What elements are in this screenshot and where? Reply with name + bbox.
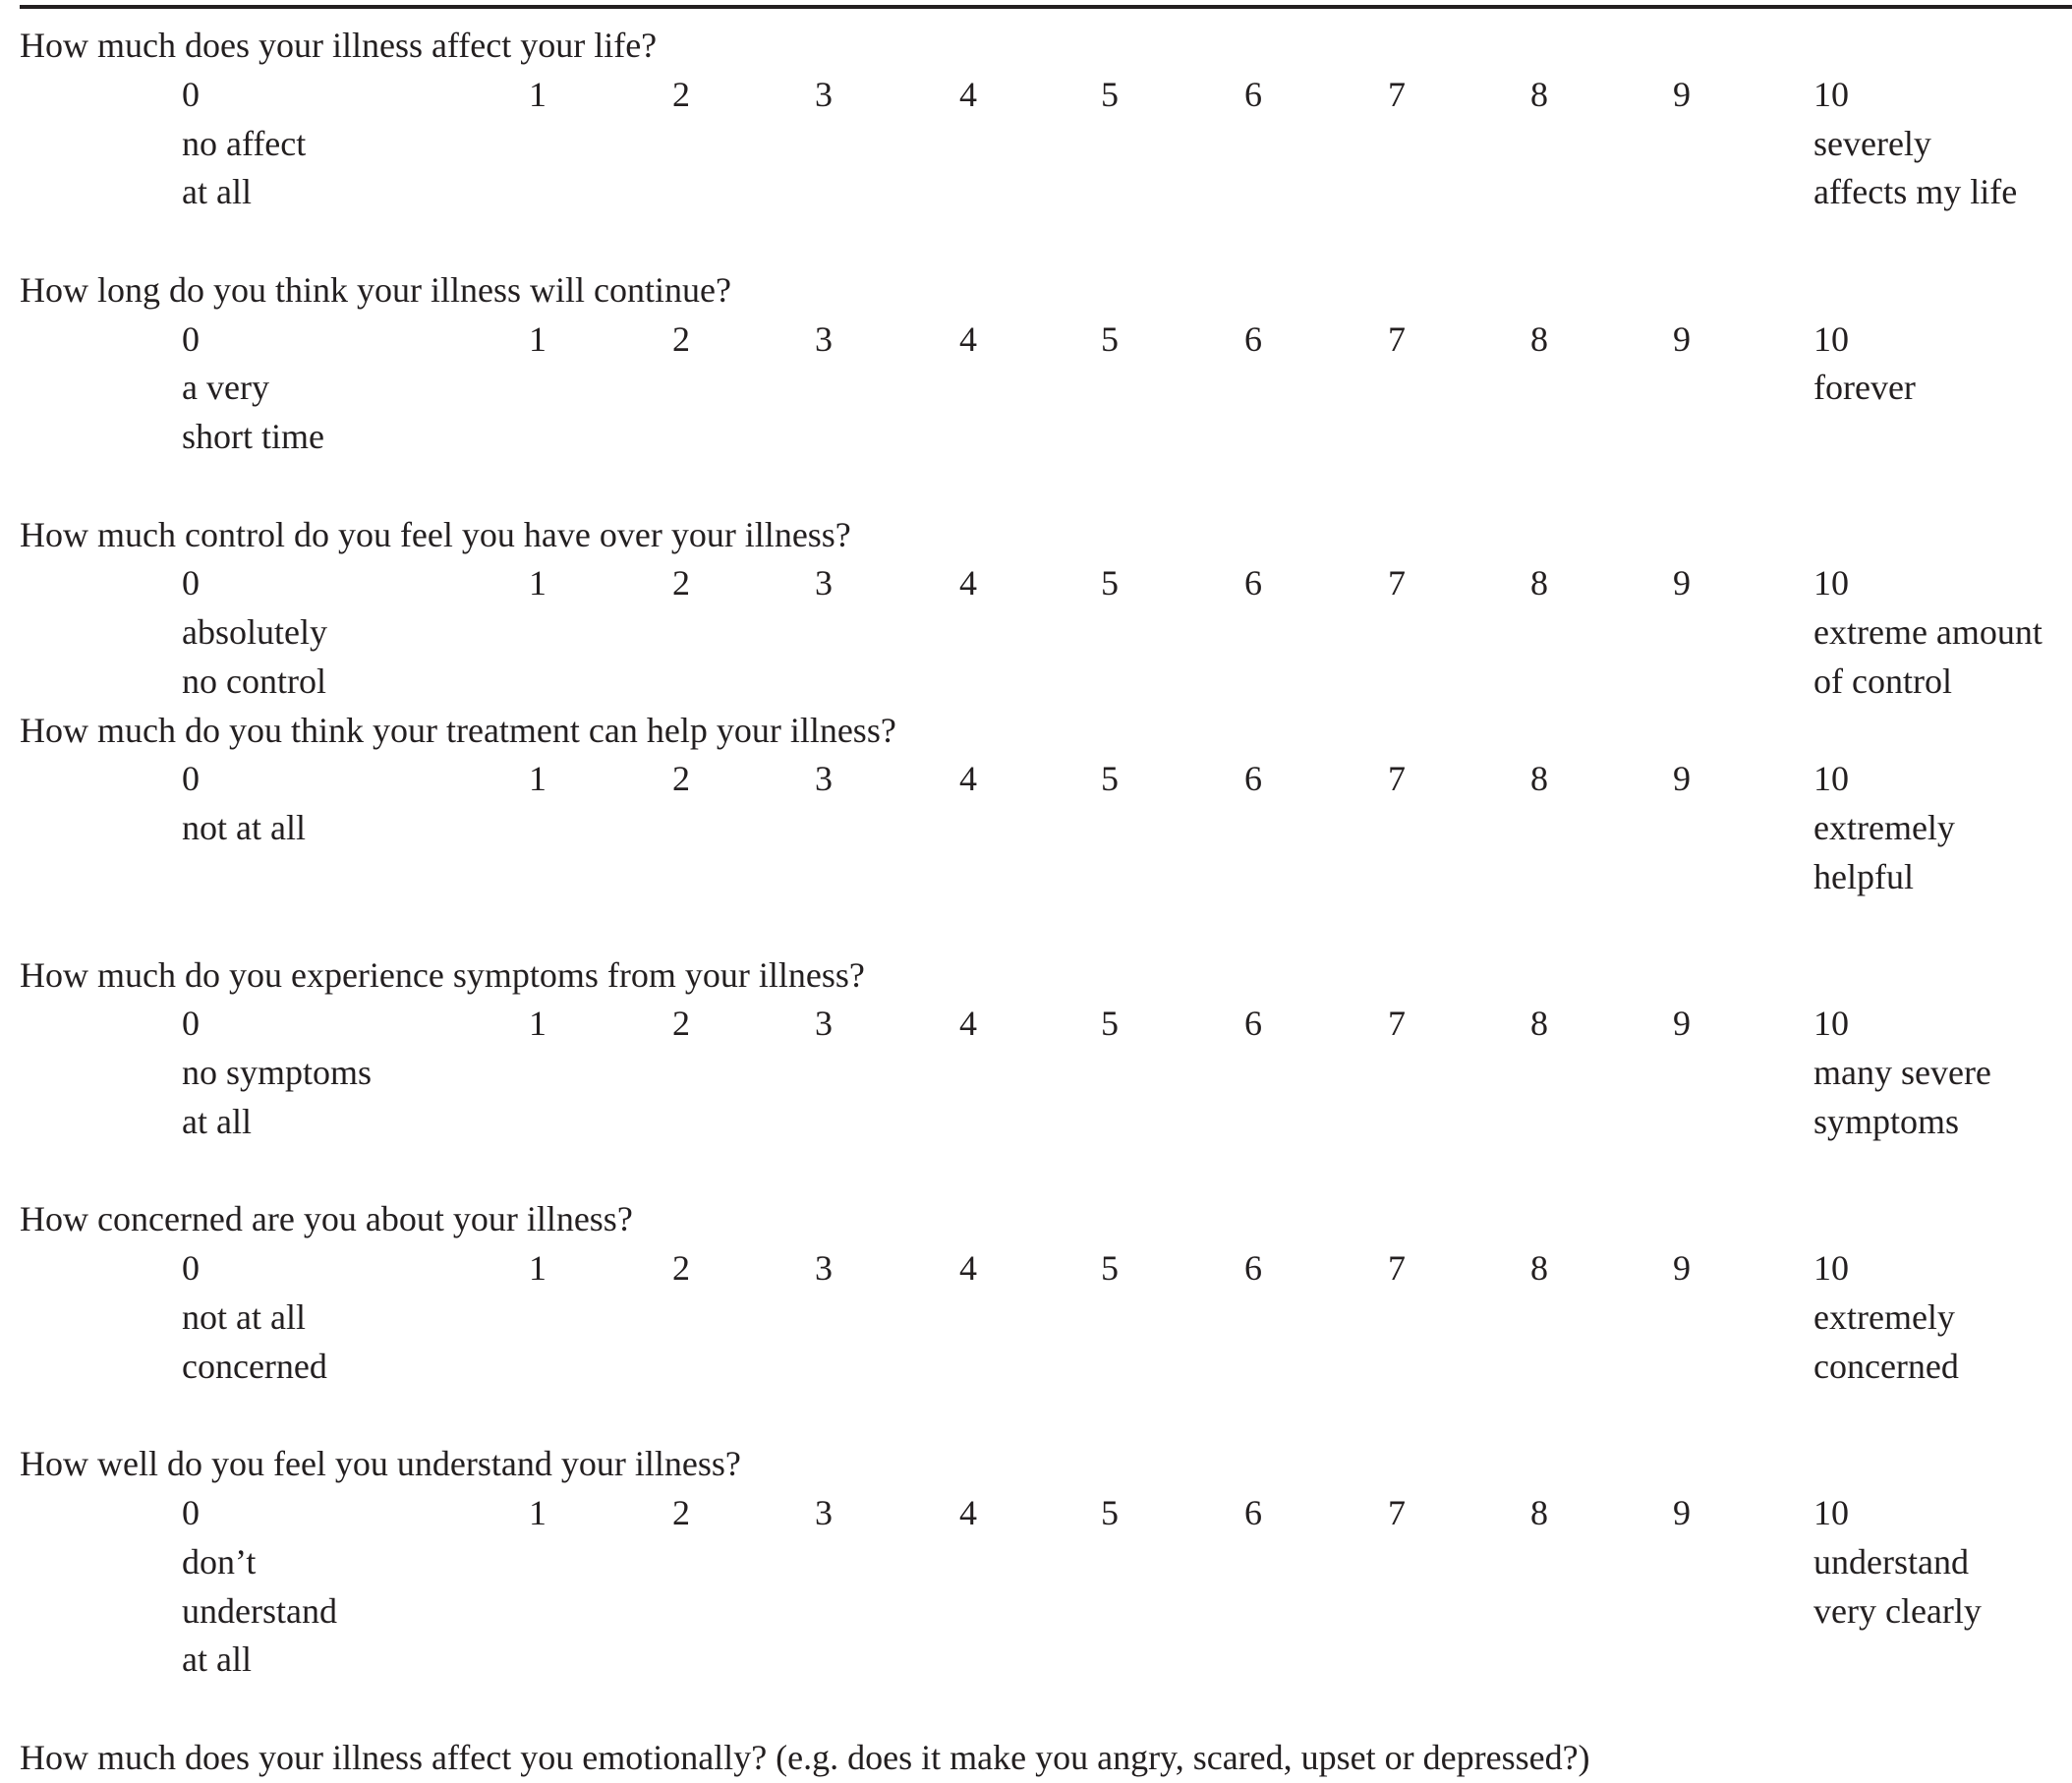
spacer: [0, 462, 2072, 511]
low-anchor-label: a very: [182, 368, 269, 408]
high-anchor-label: severely: [1813, 123, 1931, 163]
rating-scale: [0, 1244, 2072, 1294]
scale-option-10[interactable]: 10: [1813, 1004, 1849, 1044]
anchor-label-row: [0, 364, 2072, 413]
scale-option-6[interactable]: 6: [1244, 563, 1262, 604]
high-anchor-label: very clearly: [1813, 1590, 1982, 1631]
rating-scale: [0, 559, 2072, 608]
scale-option-7[interactable]: 7: [1388, 1248, 1406, 1289]
scale-option-3[interactable]: 3: [815, 1492, 833, 1532]
anchor-label-row: [0, 1636, 2072, 1685]
anchor-label-row: [0, 804, 2072, 853]
scale-option-9[interactable]: 9: [1673, 759, 1691, 799]
scale-option-6[interactable]: 6: [1244, 74, 1262, 114]
scale-option-9[interactable]: 9: [1673, 1004, 1691, 1044]
question-text: How much do you experience symptoms from your illness?: [20, 954, 865, 995]
scale-option-9[interactable]: 9: [1673, 563, 1691, 604]
scale-option-7[interactable]: 7: [1388, 318, 1406, 359]
scale-option-0[interactable]: 0: [182, 74, 200, 114]
high-anchor-label: forever: [1813, 368, 1916, 408]
spacer: [0, 1685, 2072, 1734]
scale-option-5[interactable]: 5: [1101, 318, 1119, 359]
scale-option-8[interactable]: 8: [1530, 1492, 1548, 1532]
scale-option-9[interactable]: 9: [1673, 318, 1691, 359]
rating-scale: [0, 1489, 2072, 1538]
scale-option-3[interactable]: 3: [815, 1004, 833, 1044]
scale-option-3[interactable]: 3: [815, 563, 833, 604]
low-anchor-label: absolutely: [182, 612, 327, 653]
high-anchor-label: concerned: [1813, 1346, 1959, 1386]
scale-option-5[interactable]: 5: [1101, 1248, 1119, 1289]
scale-option-7[interactable]: 7: [1388, 1004, 1406, 1044]
scale-option-5[interactable]: 5: [1101, 1492, 1119, 1532]
scale-option-0[interactable]: 0: [182, 563, 200, 604]
scale-option-10[interactable]: 10: [1813, 318, 1849, 359]
scale-option-2[interactable]: 2: [672, 1492, 690, 1532]
anchor-label-row: [0, 658, 2072, 707]
scale-option-6[interactable]: 6: [1244, 318, 1262, 359]
question-text: How much does your illness affect your life?: [20, 26, 658, 65]
scale-option-4[interactable]: 4: [959, 759, 977, 799]
scale-option-10[interactable]: 10: [1813, 74, 1849, 114]
high-anchor-label: extremely: [1813, 808, 1955, 848]
scale-option-7[interactable]: 7: [1388, 759, 1406, 799]
anchor-label-row: [0, 1587, 2072, 1637]
high-anchor-label: helpful: [1813, 857, 1914, 897]
scale-option-10[interactable]: 10: [1813, 1492, 1849, 1532]
scale-option-10[interactable]: 10: [1813, 759, 1849, 799]
questionnaire: [0, 22, 2072, 1783]
scale-option-2[interactable]: 2: [672, 759, 690, 799]
low-anchor-label: at all: [182, 172, 252, 212]
scale-option-1[interactable]: 1: [529, 1248, 547, 1289]
high-anchor-label: extreme amount: [1813, 612, 2043, 653]
scale-option-9[interactable]: 9: [1673, 74, 1691, 114]
scale-option-7[interactable]: 7: [1388, 74, 1406, 114]
low-anchor-label: no symptoms: [182, 1053, 373, 1093]
scale-option-0[interactable]: 0: [182, 318, 200, 359]
scale-option-2[interactable]: 2: [672, 318, 690, 359]
question-text: How concerned are you about your illness?: [20, 1199, 633, 1239]
rating-scale: [0, 316, 2072, 365]
scale-option-1[interactable]: 1: [529, 1004, 547, 1044]
scale-option-4[interactable]: 4: [959, 563, 977, 604]
scale-option-0[interactable]: 0: [182, 759, 200, 799]
scale-option-8[interactable]: 8: [1530, 74, 1548, 114]
high-anchor-label: of control: [1813, 661, 1952, 701]
anchor-label-row: [0, 120, 2072, 169]
scale-option-1[interactable]: 1: [529, 74, 547, 114]
scale-option-4[interactable]: 4: [959, 74, 977, 114]
rating-scale: [0, 71, 2072, 120]
scale-option-8[interactable]: 8: [1530, 1248, 1548, 1289]
anchor-label-row: [0, 168, 2072, 217]
scale-option-1[interactable]: 1: [529, 563, 547, 604]
spacer: [0, 1147, 2072, 1196]
scale-option-0[interactable]: 0: [182, 1492, 200, 1532]
scale-option-1[interactable]: 1: [529, 318, 547, 359]
scale-option-4[interactable]: 4: [959, 318, 977, 359]
low-anchor-label: short time: [182, 417, 324, 457]
low-anchor-label: no affect: [182, 123, 307, 163]
high-anchor-label: affects my life: [1813, 172, 2018, 212]
scale-option-9[interactable]: 9: [1673, 1248, 1691, 1289]
scale-option-5[interactable]: 5: [1101, 1004, 1119, 1044]
scale-option-8[interactable]: 8: [1530, 1004, 1548, 1044]
spacer: [0, 1391, 2072, 1440]
low-anchor-label: at all: [182, 1639, 252, 1680]
scale-option-4[interactable]: 4: [959, 1492, 977, 1532]
low-anchor-label: not at all: [182, 1296, 306, 1337]
scale-option-10[interactable]: 10: [1813, 563, 1849, 604]
low-anchor-label: not at all: [182, 808, 306, 848]
scale-option-5[interactable]: 5: [1101, 759, 1119, 799]
scale-option-2[interactable]: 2: [672, 1248, 690, 1289]
scale-option-5[interactable]: 5: [1101, 563, 1119, 604]
scale-option-7[interactable]: 7: [1388, 1492, 1406, 1532]
high-anchor-label: understand: [1813, 1541, 1969, 1582]
scale-option-3[interactable]: 3: [815, 74, 833, 114]
low-anchor-label: understand: [182, 1590, 337, 1631]
scale-option-9[interactable]: 9: [1673, 1492, 1691, 1532]
scale-option-6[interactable]: 6: [1244, 759, 1262, 799]
high-anchor-label: symptoms: [1813, 1101, 1960, 1141]
anchor-label-row: [0, 413, 2072, 462]
scale-option-3[interactable]: 3: [815, 318, 833, 359]
low-anchor-label: don’t: [182, 1541, 257, 1582]
scale-option-5[interactable]: 5: [1101, 74, 1119, 114]
scale-option-8[interactable]: 8: [1530, 563, 1548, 604]
question-text: How well do you feel you understand your illness?: [20, 1444, 741, 1484]
scale-option-3[interactable]: 3: [815, 1248, 833, 1289]
anchor-label-row: [0, 1049, 2072, 1098]
scale-option-2[interactable]: 2: [672, 563, 690, 604]
low-anchor-label: at all: [182, 1101, 252, 1141]
anchor-label-row: [0, 1538, 2072, 1587]
final-question: How much does your illness affect you emotionally? (e.g. does it make you angry, scared, upset or depressed?): [20, 1737, 1590, 1777]
anchor-label-row: [0, 1294, 2072, 1343]
low-anchor-label: no control: [182, 661, 326, 701]
scale-option-2[interactable]: 2: [672, 1004, 690, 1044]
rating-scale: [0, 755, 2072, 804]
scale-option-0[interactable]: 0: [182, 1248, 200, 1289]
rating-scale: [0, 1000, 2072, 1049]
spacer: [0, 902, 2072, 951]
scale-option-1[interactable]: 1: [529, 1492, 547, 1532]
scale-option-6[interactable]: 6: [1244, 1492, 1262, 1532]
scale-option-3[interactable]: 3: [815, 759, 833, 799]
anchor-label-row: [0, 608, 2072, 658]
scale-option-1[interactable]: 1: [529, 759, 547, 799]
low-anchor-label: concerned: [182, 1346, 327, 1386]
question-text: How much do you think your treatment can help your illness?: [20, 710, 896, 750]
high-anchor-label: many severe: [1813, 1053, 1991, 1093]
spacer: [0, 217, 2072, 266]
anchor-label-row: [0, 1343, 2072, 1392]
scale-option-2[interactable]: 2: [672, 74, 690, 114]
question-text: How much control do you feel you have over your illness?: [20, 514, 851, 554]
scale-option-10[interactable]: 10: [1813, 1248, 1849, 1289]
anchor-label-row: [0, 853, 2072, 902]
scale-option-7[interactable]: 7: [1388, 563, 1406, 604]
scale-option-4[interactable]: 4: [959, 1248, 977, 1289]
question-text: How long do you think your illness will continue?: [20, 269, 731, 310]
scale-option-8[interactable]: 8: [1530, 318, 1548, 359]
scale-option-8[interactable]: 8: [1530, 759, 1548, 799]
high-anchor-label: extremely: [1813, 1296, 1955, 1337]
scale-option-0[interactable]: 0: [182, 1004, 200, 1044]
anchor-label-row: [0, 1098, 2072, 1147]
scale-option-6[interactable]: 6: [1244, 1004, 1262, 1044]
top-rule: [20, 5, 2072, 9]
scale-option-4[interactable]: 4: [959, 1004, 977, 1044]
scale-option-6[interactable]: 6: [1244, 1248, 1262, 1289]
